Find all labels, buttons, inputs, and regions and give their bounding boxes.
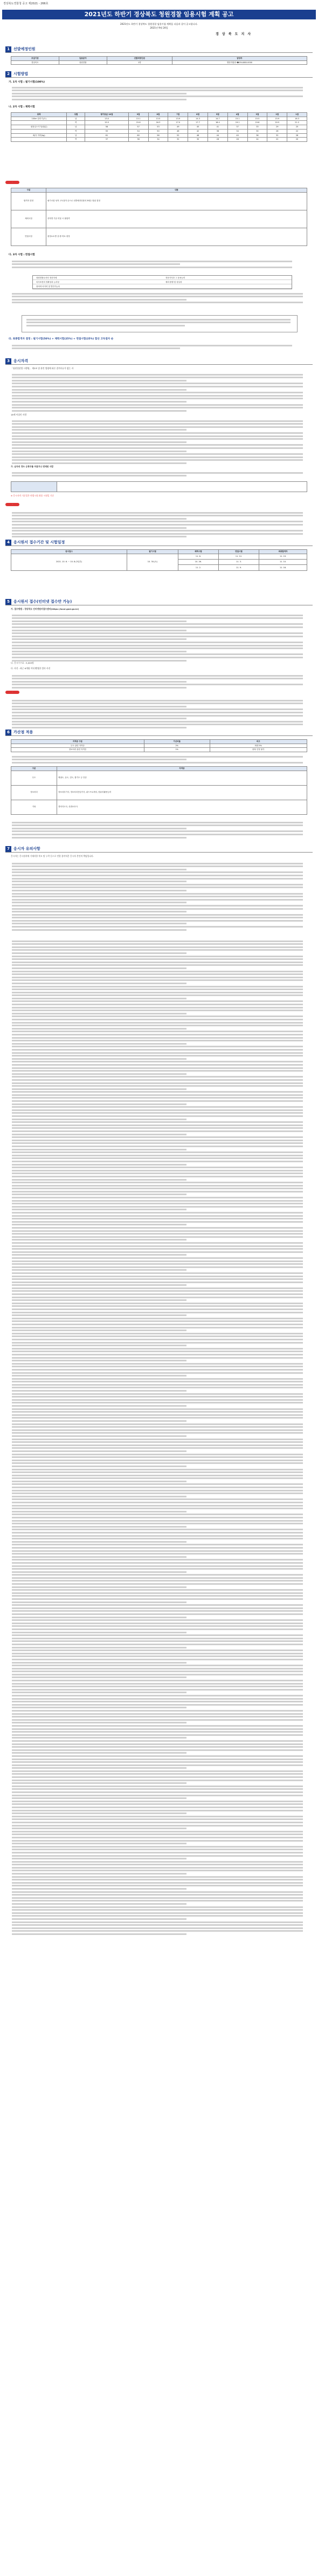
table-cell: 60 <box>128 133 148 138</box>
table-cell: 22 <box>267 138 287 142</box>
table-cell: 11. 19. <box>259 554 307 559</box>
table-cell: 15.9 <box>267 117 287 121</box>
table-cell: 평정요소별 상·중·하로 평정 <box>46 228 307 246</box>
table-cell: 좌/우 악력(kg) <box>11 133 67 138</box>
table-cell: 14.7 <box>208 117 227 121</box>
text-block <box>12 343 292 351</box>
recruit-table <box>11 56 307 65</box>
table-cell: 종목별 기준 미달 시 불합격 <box>46 210 307 228</box>
exam-stage-3: 다. 3차 시험 : 면접시험 <box>9 254 35 256</box>
table-cell: 37 <box>85 138 129 142</box>
col-header: 체력시험 <box>178 550 218 554</box>
text-block <box>12 698 303 730</box>
col-header: 3점 <box>247 113 267 117</box>
table-cell: 54 <box>128 129 148 133</box>
section-title: 응시자 유의사항 <box>13 847 40 851</box>
col-header: 구분 <box>11 188 46 193</box>
criteria-table <box>11 188 307 246</box>
table-cell <box>11 129 67 133</box>
table-cell: 11. 16. <box>259 565 307 570</box>
table-cell: 경비지도사, 신변보호사 <box>57 800 307 814</box>
table-row <box>11 129 307 133</box>
exam-stage-2: 나. 2차 시험 : 체력시험 <box>9 106 35 108</box>
text-block <box>12 613 303 663</box>
text-block <box>12 861 303 932</box>
table-cell: 42 <box>188 129 208 133</box>
table-cell: 17.0 <box>168 121 188 125</box>
table-cell: 13.9 <box>168 117 188 121</box>
table-cell: 46 <box>168 129 188 133</box>
notice-date: 2021년 9월 24일 <box>150 26 168 29</box>
text-block <box>12 291 303 305</box>
table-cell: 면접시험 <box>11 228 46 246</box>
text-block <box>12 85 303 102</box>
table-cell: 여 <box>67 121 85 125</box>
section-heading-2 <box>5 71 313 78</box>
table-cell: 50 <box>148 129 168 133</box>
table-cell: 11. 12. <box>218 554 259 559</box>
section-title: 가산점 적용 <box>13 730 33 734</box>
page-title: 2021년도 하반기 경상북도 청원경찰 임용시험 계획 공고 <box>2 10 316 19</box>
col-header: 선발예정인원 <box>107 57 172 61</box>
table-cell: 무도 <box>11 771 57 785</box>
table-cell: 100m 달리기(초) <box>11 117 67 121</box>
table-cell: 11. 6. <box>178 554 218 559</box>
text-block <box>12 820 303 840</box>
application-fee: 나. 응시수수료 : 5,000원 <box>11 662 34 664</box>
table-cell: 10. 30.(토) <box>127 554 178 570</box>
col-header: 가산비율 <box>144 740 210 744</box>
table-cell: 15.5 <box>247 117 267 121</box>
table-cell: 11. 10. <box>259 560 307 565</box>
col-header: 1점 <box>287 113 307 117</box>
table-cell <box>11 482 57 492</box>
table-cell: 32 <box>267 133 287 138</box>
col-header: 평가등급 10점 <box>85 113 129 117</box>
col-header: 7점 <box>168 113 188 117</box>
table-cell: 최대 5% <box>210 744 307 748</box>
page-marker: · <box>5 691 19 694</box>
table-cell: 합격자 결정 <box>11 192 46 210</box>
table-cell: 19.1 <box>227 121 247 125</box>
table-cell: 26 <box>227 138 247 142</box>
table-cell: 36 <box>247 133 267 138</box>
interview-item-empty <box>162 284 292 289</box>
table-cell: 정보처리 <box>11 785 57 800</box>
table-cell: 49 <box>168 125 188 130</box>
intro-line: 2021년도 하반기 경상북도 청원경찰 임용시험 계획을 다음과 같이 공고합니다. <box>120 23 198 25</box>
section-title: 선발예정인원 <box>13 47 36 51</box>
text-block <box>12 471 303 478</box>
table-cell: 11. 3. <box>218 560 259 565</box>
table-cell: 22 <box>287 129 307 133</box>
col-header: 자격증 구분 <box>11 740 144 744</box>
table-cell: 44 <box>208 133 227 138</box>
text-block <box>12 510 303 539</box>
section-number: 4 <box>5 540 11 546</box>
table-cell: 정보처리기사, 정보처리산업기사, 워드프로세서, 컴퓨터활용능력 <box>57 785 307 800</box>
table-cell: 26 <box>267 129 287 133</box>
qualification-table <box>11 481 307 492</box>
table-cell: 25 <box>287 125 307 130</box>
table-cell: 34 <box>227 129 247 133</box>
table-row <box>11 138 307 142</box>
table-cell: 10. 26. <box>178 560 218 565</box>
section-title: 응시원서 접수(인터넷 접수만 가능) <box>13 599 72 604</box>
table-cell: 태권도, 유도, 검도, 합기도 등 단증 <box>57 771 307 785</box>
table-row <box>11 125 307 130</box>
table-cell: 정보처리 관련 자격증 <box>11 748 144 752</box>
qualification-gender: 가. 남자의 경우 군복무를 마쳤거나 면제된 사람 <box>11 465 54 468</box>
table-cell: 남 <box>67 133 85 138</box>
table-row <box>11 117 307 121</box>
table-cell: 체력시험 <box>11 210 46 228</box>
table-cell: 1% <box>144 748 210 752</box>
qualification-age: 18세 이상인 사람 <box>11 413 27 416</box>
final-decision: 라. 최종합격자 결정 : 필기시험(50%) + 체력시험(25%) + 면접시험(25%) 합산 고득점자 순 <box>9 338 114 340</box>
table-cell: 19.8 <box>247 121 267 125</box>
section-heading-6 <box>5 730 313 736</box>
table-cell: 33 <box>247 125 267 130</box>
table-cell: 24 <box>247 138 267 142</box>
fitness-table <box>11 112 307 142</box>
interview-item: 창의력·의지력 및 발전가능성 <box>33 284 162 289</box>
col-header: 4점 <box>227 113 247 117</box>
col-header: 최종합격자 <box>259 550 307 554</box>
table-cell: 52 <box>168 133 188 138</box>
section-heading-3 <box>5 358 313 365</box>
table-cell: 필기시험 성적 고득점자 순으로 선발예정인원의 3배수 범위 결정 <box>46 192 307 210</box>
issuing-agency: 경 상 북 도 지 사 <box>216 32 252 36</box>
table-cell <box>11 138 67 142</box>
table-cell: 중복 인정 불가 <box>210 748 307 752</box>
table-cell: 15.1 <box>227 117 247 121</box>
col-header: 2점 <box>267 113 287 117</box>
table-cell: 37 <box>227 125 247 130</box>
bonus-table <box>11 739 307 752</box>
intro-text <box>11 23 307 30</box>
table-cell: 45 <box>188 125 208 130</box>
section-title: 시험방법 <box>13 72 29 76</box>
table-cell: 48 <box>188 133 208 138</box>
table-cell: 14.3 <box>188 117 208 121</box>
bonus-cert-table <box>11 766 307 815</box>
table-cell: 11. 9. <box>218 565 259 570</box>
table-cell: 28 <box>287 133 307 138</box>
section-number: 3 <box>5 358 11 364</box>
table-cell: 경상북도 <box>11 60 59 65</box>
section-heading-1 <box>5 46 313 53</box>
page-marker: · <box>5 181 19 184</box>
text-block <box>12 939 303 1937</box>
table-cell: 58 <box>85 125 129 130</box>
table-row <box>11 133 307 138</box>
table-cell: 2021. 10. 6. ~ 10. 8.(3일간) <box>11 554 127 570</box>
col-header: 임용분야 <box>59 57 107 61</box>
col-header: 내용 <box>46 188 307 193</box>
table-cell: 2% <box>144 744 210 748</box>
col-header: 종목 <box>11 113 67 117</box>
fitness-body <box>11 117 307 141</box>
col-header: 구분 <box>11 767 57 771</box>
col-header: 자격증 <box>57 767 307 771</box>
table-cell: 53 <box>148 125 168 130</box>
col-header: 9점 <box>128 113 148 117</box>
table-cell: 34 <box>148 138 168 142</box>
section-number: 1 <box>5 46 11 52</box>
table-cell: 21.2 <box>287 121 307 125</box>
col-header: 5점 <box>208 113 227 117</box>
table-cell: 32 <box>168 138 188 142</box>
table-cell: 15.5 <box>85 121 129 125</box>
text-block <box>12 673 303 690</box>
col-header: 원서접수 <box>11 550 127 554</box>
col-header: 모집기관 <box>11 57 59 61</box>
section-number: 7 <box>5 846 11 852</box>
qualification-notice: ※ 응시자격 기준일은 면접시험 최종 시험일 기준 <box>11 494 54 497</box>
table-cell: 무도 관련 자격증 <box>11 744 144 748</box>
col-header: 담당자 <box>172 57 307 61</box>
col-header: 성별 <box>67 113 85 117</box>
application-method: 가. 접수방법 : 경상북도 인터넷원서접수센터(https://local.gosi.go.kr) <box>11 608 79 610</box>
table-cell: 17.7 <box>188 121 208 125</box>
table-cell: 13.0 <box>85 117 129 121</box>
table-cell: 28 <box>208 138 227 142</box>
table-cell: 29 <box>267 125 287 130</box>
table-cell: 15.6 <box>128 121 148 125</box>
table-cell: 남 <box>67 117 85 121</box>
table-cell: 청원경찰 <box>59 60 107 65</box>
table-cell: 윗몸일으키기(회/분) <box>11 125 67 130</box>
page-marker: · <box>5 503 19 506</box>
table-cell: 13.1 <box>128 117 148 121</box>
interview-items <box>32 275 292 289</box>
table-cell <box>11 121 67 125</box>
text-block <box>26 317 291 328</box>
table-cell: 20 <box>287 138 307 142</box>
section-title: 응시원서 접수기간 및 시험일정 <box>13 540 65 544</box>
interview-item: 전문지식과 그 응용능력 <box>162 276 292 280</box>
table-cell: 30 <box>188 138 208 142</box>
table-cell: 40 <box>227 133 247 138</box>
table-cell: 18.4 <box>208 121 227 125</box>
table-cell: 여 <box>67 138 85 142</box>
text-block <box>12 419 303 466</box>
text-block <box>12 259 292 269</box>
section-number: 2 <box>5 71 11 77</box>
col-header: 8점 <box>148 113 168 117</box>
table-cell: 16.3 <box>148 121 168 125</box>
interview-item: 청원경찰로서의 정신자세 <box>33 276 162 280</box>
section-heading-4 <box>5 540 313 546</box>
table-cell <box>57 482 307 492</box>
interview-item: 예의·품행 및 성실성 <box>162 280 292 284</box>
caution-text: 응시자는 응시원서에 기재사항 착오 및 누락 등으로 인한 불이익은 응시자 본인의 책임입니다. <box>11 855 94 857</box>
table-cell: 36 <box>128 138 148 142</box>
notice-number: 경상북도경찰청 공고 제2021 - 266호 <box>3 2 49 5</box>
table-cell: 41 <box>208 125 227 130</box>
section-heading-7 <box>5 846 313 853</box>
section-number: 5 <box>5 599 11 605</box>
section-title: 응시자격 <box>13 359 29 363</box>
interview-item: 의사표현의 정확성과 논리성 <box>33 280 162 284</box>
table-cell: 1명 <box>107 60 172 65</box>
section-heading-5 <box>5 599 313 605</box>
schedule-table <box>11 549 307 571</box>
table-cell: 남 <box>67 125 85 130</box>
table-cell: 61 <box>85 133 129 138</box>
table-cell: 20.5 <box>267 121 287 125</box>
col-header: 6점 <box>188 113 208 117</box>
section-number: 6 <box>5 730 11 735</box>
qualification-basis: 「청원경찰법 시행령」 제3조 및 관련 법령에 따른 결격사유가 없는 자 <box>11 367 74 370</box>
table-cell: 38 <box>208 129 227 133</box>
table-cell: 13.5 <box>148 117 168 121</box>
table-cell: 30 <box>247 129 267 133</box>
application-photo: 다. 사진 : 최근 6개월 이내 촬영한 컬러 사진 <box>11 667 51 670</box>
col-header: 필기시험 <box>127 550 178 554</box>
table-cell: 기타 <box>11 800 57 814</box>
table-cell: 56 <box>148 133 168 138</box>
table-row <box>11 121 307 125</box>
text-block <box>12 754 303 765</box>
col-header: 비고 <box>210 740 307 744</box>
exam-stage-1: 가. 1차 시험 : 필기시험(100%) <box>9 81 45 84</box>
text-block <box>12 372 303 413</box>
table-cell: 행정지원과 ☎054-880-0000 <box>172 60 307 65</box>
notice-box <box>22 315 298 332</box>
table-cell: 57 <box>128 125 148 130</box>
table-cell: 여 <box>67 129 85 133</box>
table-cell: 11. 2. <box>178 565 218 570</box>
table-cell: 16.3 <box>287 117 307 121</box>
col-header: 면접시험 <box>218 550 259 554</box>
table-cell: 55 <box>85 129 129 133</box>
